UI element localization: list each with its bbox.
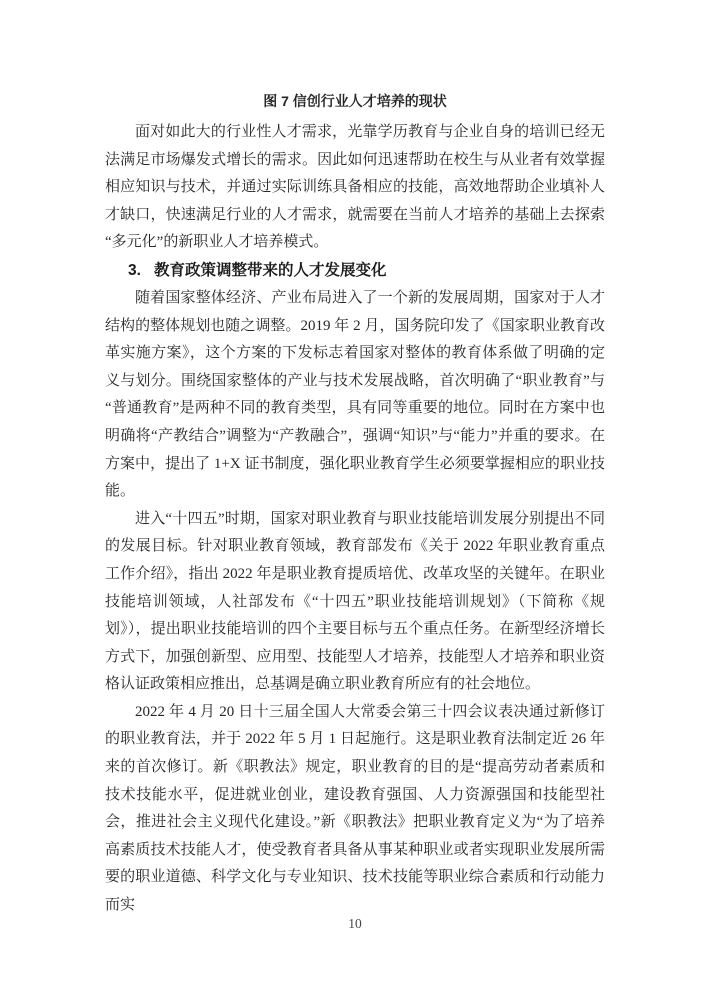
document-content bbox=[105, 87, 605, 920]
section-heading bbox=[105, 257, 605, 285]
figure-caption: 图 7 信创行业人才培养的现状 bbox=[263, 93, 447, 109]
paragraph: 2022 年 4 月 20 日十三届全国人大常委会第三十四会议表决通过新修订的职业教育法，并于 2022 年 5 月 1 日起施行。这是职业教育法制定近 26 年来的首次修订。新《职教法》规定，职业教育的目的是“提高劳动者素质和技术技能水平，促进就业创业，建设教育强国、人力资源强国和技能型社会，推进社会主义现代化建设。”新《职教法》把职业教育定义为“为了培养高素质技术技能人才，使受教育者具备从事某种职业或者实现职业发展所需要的职业道德、科学文化与专业知识、技术技能等职业综合素质和行动能力而实 bbox=[105, 703, 605, 914]
section-heading-number: 3. bbox=[128, 261, 141, 279]
paragraph: 随着国家整体经济、产业布局进入了一个新的发展周期，国家对于人才结构的整体规划也随之调整。2019 年 2 月，国务院印发了《国家职业教育改革实施方案》，这个方案的下发标志着国家对整体的教育体系做了明确的定义与划分。围绕国家整体的产业与技术发展战略，首次明确了“职业教育”与“普通教育”是两种不同的教育类型，具有同等重要的地位。同时在方案中也明确将“产教结合”调整为“产教融合”，强调“知识”与“能力”并重的要求。在方案中，提出了 1+X 证书制度，强化职业教育学生必须要掌握相应的职业技能。 bbox=[105, 289, 605, 500]
paragraph: 进入“十四五”时期，国家对职业教育与职业技能培训发展分别提出不同的发展目标。针对职业教育领域，教育部发布《关于 2022 年职业教育重点工作介绍》，指出 2022 年是职业教育提质培优、改革攻坚的关键年。在职业技能培训领域，人社部发布《“十四五”职业技能培训规划》（下简称《规划》），提出职业技能培训的四个主要目标与五个重点任务。在新型经济增长方式下，加强创新型、应用型、技能型人才培养，技能型人才培养和职业资格认证政策相应推出，总基调是确立职业教育所应有的社会地位。 bbox=[105, 510, 605, 693]
section-heading-text: 教育政策调整带来的人才发展变化 bbox=[153, 261, 387, 279]
page-number: 10 bbox=[348, 916, 362, 931]
paragraph: 面对如此大的行业性人才需求，光靠学历教育与企业自身的培训已经无法满足市场爆发式增长的需求。因此如何迅速帮助在校生与从业者有效掌握相应知识与技术，并通过实际训练具备相应的技能，高效地帮助企业填补人才缺口，快速满足行业的人才需求，就需要在当前人才培养的基础上去探索“多元化”的新职业人才培养模式。 bbox=[105, 124, 605, 251]
